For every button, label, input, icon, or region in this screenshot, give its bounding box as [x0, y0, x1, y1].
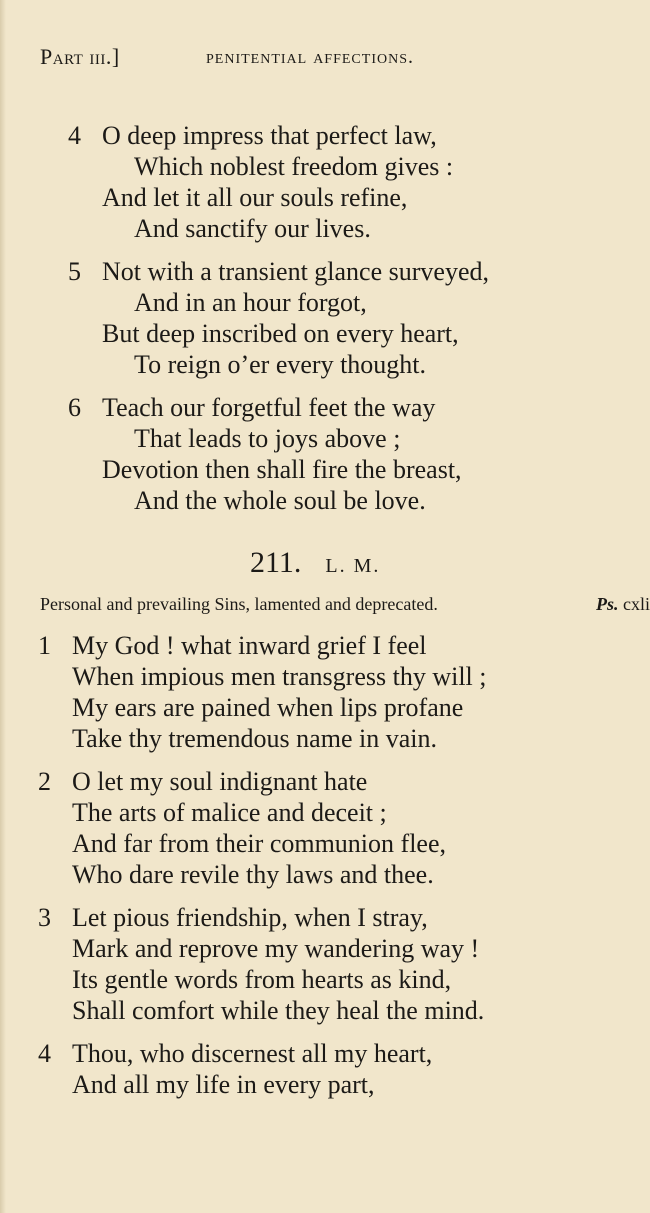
- verse-line: Teach our forgetful feet the way: [102, 393, 436, 422]
- running-header: [40, 44, 600, 70]
- stanza: [68, 256, 489, 380]
- verse-line: My ears are pained when lips profane: [72, 693, 464, 722]
- verse-line: And let it all our souls refine,: [102, 183, 408, 212]
- section-title: penitential affections.: [206, 46, 414, 68]
- verse-line: O let my soul indignant hate: [72, 767, 368, 796]
- verse-line: Who dare revile thy laws and thee.: [72, 860, 434, 889]
- stanza-number: 4: [68, 121, 81, 150]
- verse-line: That leads to joys above ;: [134, 424, 401, 453]
- stanza: [38, 766, 446, 890]
- stanza-number: 5: [68, 257, 81, 286]
- hymn-number: 211.: [250, 546, 302, 579]
- verse-line: And all my life in every part,: [72, 1070, 375, 1099]
- verse-line: And far from their communion flee,: [72, 829, 446, 858]
- stanza-number: 4: [38, 1039, 51, 1068]
- part-label: Part iii.]: [40, 44, 120, 69]
- stanza: [38, 902, 485, 1026]
- verse-line: Its gentle words from hearts as kind,: [72, 965, 452, 994]
- hymn-meter: L. M.: [325, 555, 381, 577]
- verse-line: Shall comfort while they heal the mind.: [72, 996, 485, 1025]
- verse-line: When impious men transgress thy will ;: [72, 662, 487, 691]
- verse-line: Take thy tremendous name in vain.: [72, 724, 437, 753]
- verse-line: And the whole soul be love.: [134, 486, 426, 515]
- verse-line: Devotion then shall fire the breast,: [102, 455, 462, 484]
- verse-line: And in an hour forgot,: [134, 288, 367, 317]
- subtitle-text: Personal and prevailing Sins, lamented and deprecated.: [40, 594, 438, 614]
- verse-line: Thou, who discernest all my heart,: [72, 1039, 433, 1068]
- scripture-reference: [596, 594, 650, 615]
- verse-line: Which noblest freedom gives :: [134, 152, 454, 181]
- stanza-number: 6: [68, 393, 81, 422]
- page-edge: [0, 0, 6, 1213]
- verse-line: Let pious friendship, when I stray,: [72, 903, 428, 932]
- verse-line: But deep inscribed on every heart,: [102, 319, 459, 348]
- stanza: [38, 630, 487, 754]
- verse-line: My God ! what inward grief I feel: [72, 631, 427, 660]
- verse-line: Mark and reprove my wandering way !: [72, 934, 480, 963]
- hymn-subtitle: [40, 594, 650, 615]
- verse-line: To reign o’er every thought.: [134, 350, 427, 379]
- verse-line: Not with a transient glance surveyed,: [102, 257, 489, 286]
- hymn-heading: [250, 546, 380, 580]
- stanza-number: 1: [38, 631, 51, 660]
- stanza-number: 3: [38, 903, 51, 932]
- stanza: [38, 1038, 433, 1100]
- verse-line: And sanctify our lives.: [134, 214, 371, 243]
- verse-line: The arts of malice and deceit ;: [72, 798, 387, 827]
- stanza: [68, 120, 454, 244]
- reference-number: cxli: [623, 594, 650, 614]
- reference-book: Ps.: [596, 594, 619, 614]
- stanza-number: 2: [38, 767, 51, 796]
- verse-line: O deep impress that perfect law,: [102, 121, 437, 150]
- stanza: [68, 392, 462, 516]
